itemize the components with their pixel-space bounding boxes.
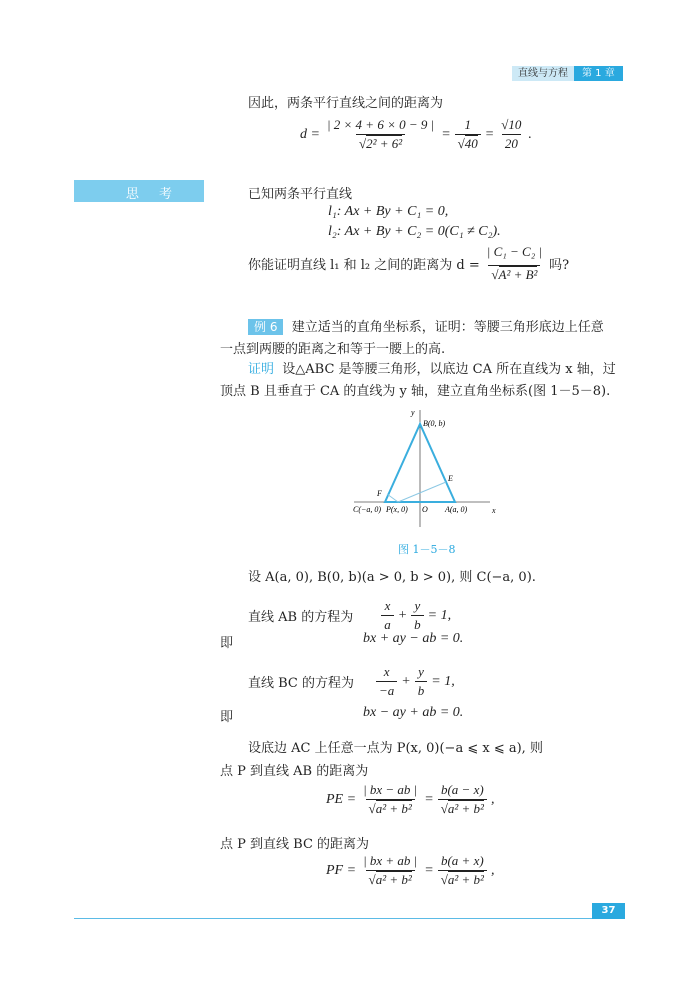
pe-equation <box>326 782 494 817</box>
label-c: C(−a, 0) <box>353 505 382 514</box>
denominator: 20 <box>502 134 521 152</box>
segment-pf <box>387 494 398 502</box>
proof-text: 设△ABC 是等腰三角形，以底边 CA 所在直线为 x 轴，过 <box>282 362 616 377</box>
point-p-text: 设底边 AC 上任意一点为 P(x, 0)(−a ⩽ x ⩽ a), 则 <box>248 741 543 756</box>
numerator: b(a + x) <box>440 853 484 868</box>
numerator: x <box>384 598 391 613</box>
denominator: a² + b² <box>375 872 412 887</box>
distance-bc-text: 点 P 到直线 BC 的距离为 <box>220 837 370 852</box>
label-ji: 即 <box>220 636 234 651</box>
denominator: a² + b² <box>447 801 484 816</box>
numerator: 1 <box>464 117 471 132</box>
question-text: 你能证明直线 l₁ 和 l₂ 之间的距离为 d = <box>248 258 480 273</box>
page-number: 37 <box>592 903 625 919</box>
denominator: a² + b² <box>447 872 484 887</box>
label-p: P(x, 0) <box>386 505 408 514</box>
section-title: 直线与方程 <box>512 66 574 81</box>
period: . <box>528 126 532 142</box>
numerator: | C₁ − C₂ | <box>486 244 543 259</box>
numerator: √10 <box>501 117 522 132</box>
pf-equation <box>326 853 494 888</box>
example-text: 建立适当的直角坐标系，证明：等腰三角形底边上任意 <box>291 320 604 335</box>
numerator: | 2 × 4 + 6 × 0 − 9 | <box>326 117 435 132</box>
distance-ab-text: 点 P 到直线 AB 的距离为 <box>220 764 369 779</box>
think-label: 思 考 <box>125 187 180 202</box>
setup-text: 设 A(a, 0), B(0, b)(a > 0, b > 0), 则 C(−a, 0). <box>248 570 536 585</box>
eq-lhs: PF = <box>326 862 357 878</box>
line-bc-standard: bx − ay + ab = 0. <box>363 705 464 720</box>
label-f: F <box>377 489 382 498</box>
comma: , <box>490 862 495 878</box>
figure-caption: 图 1－5－8 <box>398 543 456 556</box>
rhs: = 1, <box>431 673 455 689</box>
paragraph: 因此，两条平行直线之间的距离为 <box>248 96 444 111</box>
distance-equation <box>300 117 532 152</box>
denominator: 2² + 6² <box>366 136 403 151</box>
equals: = <box>441 126 451 142</box>
comma: , <box>490 791 495 807</box>
label-y: y <box>411 408 415 417</box>
segment-pe <box>398 482 446 502</box>
numerator: b(a − x) <box>440 782 484 797</box>
label-o: O <box>422 505 428 514</box>
denominator: −a <box>376 681 397 699</box>
line-bc-equation <box>248 664 455 699</box>
denominator: A² + B² <box>498 267 538 282</box>
label-e: E <box>448 474 453 483</box>
think-question <box>248 244 569 283</box>
label-x: x <box>492 506 496 515</box>
example-text: 一点到两腰的距离之和等于一腰上的高. <box>220 342 446 357</box>
proof-tag: 证明 <box>248 362 275 377</box>
think-box-label <box>74 180 204 202</box>
equation-label: 直线 BC 的方程为 <box>248 676 355 691</box>
label-a: A(a, 0) <box>445 505 468 514</box>
denominator: a² + b² <box>375 801 412 816</box>
denominator: b <box>415 681 428 699</box>
running-header <box>512 64 623 80</box>
label-ji: 即 <box>220 710 234 725</box>
denominator: b <box>411 615 424 633</box>
eq-lhs: PE = <box>326 791 357 807</box>
equation-label: 直线 AB 的方程为 <box>248 610 354 625</box>
label-b: B(0, b) <box>423 419 446 428</box>
equals: = <box>484 126 495 142</box>
question-end: 吗? <box>549 258 570 273</box>
numerator: y <box>414 598 421 613</box>
line-ab-equation <box>248 598 451 633</box>
line-ab-standard: bx + ay − ab = 0. <box>363 631 464 646</box>
proof-text: 顶点 B 且垂直于 CA 的直线为 y 轴，建立直角坐标系(图 1－5－8). <box>220 384 611 399</box>
example-tag: 例 6 <box>248 319 283 335</box>
denominator: 40 <box>464 136 478 151</box>
example-line <box>248 316 604 335</box>
figure-1-5-8 <box>340 405 510 535</box>
line-l2-equation: l₂: Ax + By + C₂ = 0(C₁ ≠ C₂). <box>328 224 501 239</box>
chapter-label: 第 1 章 <box>574 66 623 81</box>
eq-lhs: d = <box>300 126 320 142</box>
plus: + <box>401 673 411 689</box>
think-intro: 已知两条平行直线 <box>248 187 353 202</box>
equals: = <box>424 862 434 878</box>
rhs: = 1, <box>427 607 452 623</box>
line-l1-equation: l₁: Ax + By + C₁ = 0, <box>328 204 449 219</box>
numerator: | bx − ab | <box>363 782 418 797</box>
numerator: y <box>418 664 424 679</box>
equals: = <box>424 791 434 807</box>
denominator: a <box>381 615 394 633</box>
proof-line <box>248 358 616 377</box>
numerator: x <box>383 664 390 679</box>
plus: + <box>397 607 408 623</box>
footer-rule <box>74 918 625 919</box>
numerator: | bx + ab | <box>363 853 418 868</box>
